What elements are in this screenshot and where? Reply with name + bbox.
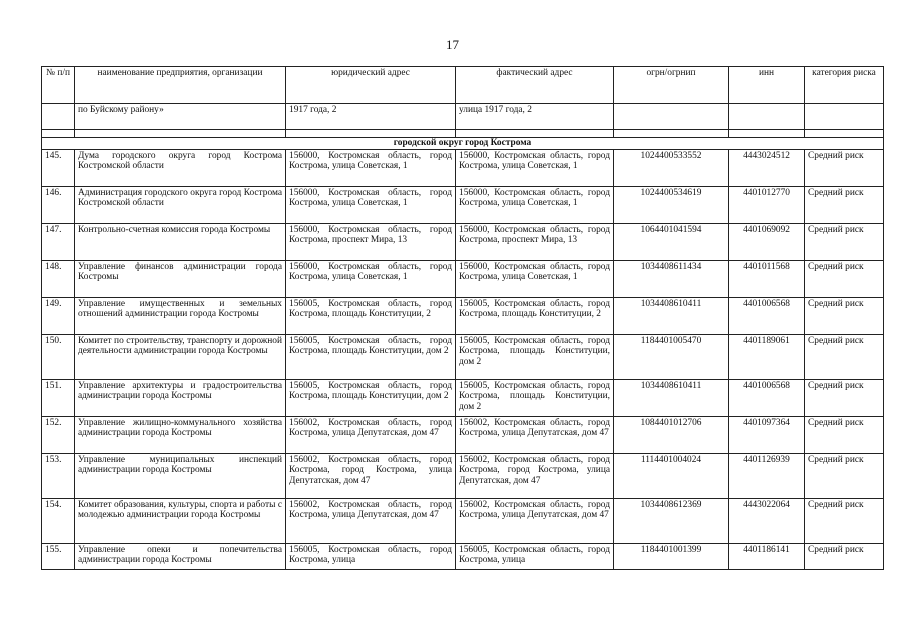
cell-legal-address: 156002, Костромская область, город Кострома, город Кострома, улица Депутатская, дом 47 — [286, 454, 456, 499]
cell-num: 150. — [42, 335, 75, 380]
table-row — [42, 335, 884, 380]
cell-ogrn: 1064401041594 — [614, 224, 729, 261]
cell-name: Комитет образования, культуры, спорта и работы с молодежью администрации города Костромы — [75, 499, 286, 544]
cell-name: по Буйскому району» — [75, 104, 286, 130]
table-row — [42, 298, 884, 335]
cell-legal-address: 156000, Костромская область, город Кострома, улица Советская, 1 — [286, 150, 456, 187]
cell-ogrn: 1184401001399 — [614, 544, 729, 570]
cell-ogrn: 1034408612369 — [614, 499, 729, 544]
cell-actual-address: 156005, Костромская область, город Кострома, площадь Конституции, дом 2 — [456, 335, 614, 380]
cell-inn: 4401006568 — [729, 380, 805, 417]
cell-risk: Средний риск — [805, 335, 884, 380]
table-row — [42, 499, 884, 544]
table-row — [42, 224, 884, 261]
cell-risk: Средний риск — [805, 150, 884, 187]
cell-legal-address: 156005, Костромская область, город Кострома, площадь Конституции, дом 2 — [286, 335, 456, 380]
cell-ogrn: 1084401012706 — [614, 417, 729, 454]
table-row — [42, 454, 884, 499]
table-row — [42, 261, 884, 298]
page-number: 17 — [446, 37, 459, 52]
cell-num: 146. — [42, 187, 75, 224]
cell-legal-address: 156000, Костромская область, город Кострома, улица Советская, 1 — [286, 261, 456, 298]
cell-inn: 4401012770 — [729, 187, 805, 224]
cell-inn: 4443024512 — [729, 150, 805, 187]
section-title: городской округ город Кострома — [42, 138, 884, 150]
continuation-row — [42, 104, 884, 130]
cell-risk: Средний риск — [805, 261, 884, 298]
header-num: № п/п — [42, 67, 75, 104]
header-legal-address: юридический адрес — [286, 67, 456, 104]
cell-num: 147. — [42, 224, 75, 261]
cell-actual-address: 156000, Костромская область, город Кострома, улица Советская, 1 — [456, 187, 614, 224]
cell-risk — [805, 104, 884, 130]
cell-actual-address: улица 1917 года, 2 — [456, 104, 614, 130]
cell-risk: Средний риск — [805, 380, 884, 417]
cell-risk: Средний риск — [805, 454, 884, 499]
cell-legal-address: 156002, Костромская область, город Кострома, улица Депутатская, дом 47 — [286, 417, 456, 454]
cell-num: 154. — [42, 499, 75, 544]
cell-actual-address: 156000, Костромская область, город Кострома, улица Советская, 1 — [456, 261, 614, 298]
cell-num: 148. — [42, 261, 75, 298]
cell-inn — [729, 104, 805, 130]
cell-legal-address: 156005, Костромская область, город Кострома, улица — [286, 544, 456, 570]
cell-inn: 4401006568 — [729, 298, 805, 335]
header-row — [42, 67, 884, 104]
cell-risk: Средний риск — [805, 544, 884, 570]
header-actual-address: фактический адрес — [456, 67, 614, 104]
cell-risk: Средний риск — [805, 417, 884, 454]
cell-actual-address: 156005, Костромская область, город Кострома, площадь Конституции, дом 2 — [456, 380, 614, 417]
cell-risk: Средний риск — [805, 224, 884, 261]
cell-inn: 4401189061 — [729, 335, 805, 380]
cell-ogrn: 1184401005470 — [614, 335, 729, 380]
header-inn: инн — [729, 67, 805, 104]
cell-name: Управление имущественных и земельных отношений администрации города Костромы — [75, 298, 286, 335]
cell-actual-address: 156002, Костромская область, город Кострома, город Кострома, улица Депутатская, дом 47 — [456, 454, 614, 499]
table-row — [42, 544, 884, 570]
cell-num: 155. — [42, 544, 75, 570]
header-ogrn: огрн/огрнип — [614, 67, 729, 104]
cell-num: 153. — [42, 454, 75, 499]
cell-risk: Средний риск — [805, 298, 884, 335]
section-row — [42, 138, 884, 150]
cell-ogrn: 1024400534619 — [614, 187, 729, 224]
cell-name: Управление финансов администрации города Костромы — [75, 261, 286, 298]
cell-num: 145. — [42, 150, 75, 187]
header-risk: категория риска — [805, 67, 884, 104]
cell-name: Управление жилищно-коммунального хозяйства администрации города Костромы — [75, 417, 286, 454]
cell-ogrn — [614, 104, 729, 130]
cell-inn: 4401069092 — [729, 224, 805, 261]
cell-ogrn: 1024400533552 — [614, 150, 729, 187]
cell-ogrn: 1034408610411 — [614, 298, 729, 335]
table-row — [42, 417, 884, 454]
cell-legal-address: 156005, Костромская область, город Кострома, площадь Конституции, дом 2 — [286, 380, 456, 417]
cell-actual-address: 156000, Костромская область, город Кострома, улица Советская, 1 — [456, 150, 614, 187]
cell-name: Управление архитектуры и градостроительства администрации города Костромы — [75, 380, 286, 417]
cell-inn: 4401126939 — [729, 454, 805, 499]
cell-ogrn: 1034408610411 — [614, 380, 729, 417]
cell-legal-address: 156000, Костромская область, город Кострома, улица Советская, 1 — [286, 187, 456, 224]
cell-actual-address: 156005, Костромская область, город Кострома, площадь Конституции, 2 — [456, 298, 614, 335]
table-row — [42, 150, 884, 187]
cell-ogrn: 1034408611434 — [614, 261, 729, 298]
cell-legal-address: 156002, Костромская область, город Кострома, улица Депутатская, дом 47 — [286, 499, 456, 544]
cell-num: 149. — [42, 298, 75, 335]
cell-name: Дума городского округа город Кострома Костромской области — [75, 150, 286, 187]
cell-legal-address: 156000, Костромская область, город Кострома, проспект Мира, 13 — [286, 224, 456, 261]
cell-name: Администрация городского округа город Кострома Костромской области — [75, 187, 286, 224]
cell-inn: 4401097364 — [729, 417, 805, 454]
cell-actual-address: 156000, Костромская область, город Кострома, проспект Мира, 13 — [456, 224, 614, 261]
table-row — [42, 380, 884, 417]
registry-table — [41, 66, 884, 570]
cell-inn: 4401011568 — [729, 261, 805, 298]
cell-num: 152. — [42, 417, 75, 454]
cell-legal-address: 156005, Костромская область, город Кострома, площадь Конституции, 2 — [286, 298, 456, 335]
table-row — [42, 187, 884, 224]
cell-actual-address: 156002, Костромская область, город Кострома, улица Депутатская, дом 47 — [456, 499, 614, 544]
cell-actual-address: 156002, Костромская область, город Кострома, улица Депутатская, дом 47 — [456, 417, 614, 454]
cell-risk: Средний риск — [805, 187, 884, 224]
cell-actual-address: 156005, Костромская область, город Кострома, улица — [456, 544, 614, 570]
cell-name: Управление опеки и попечительства администрации города Костромы — [75, 544, 286, 570]
cell-name: Комитет по строительству, транспорту и дорожной деятельности администрации города Костромы — [75, 335, 286, 380]
cell-name: Контрольно-счетная комиссия города Костромы — [75, 224, 286, 261]
cell-name: Управление муниципальных инспекций администрации города Костромы — [75, 454, 286, 499]
cell-inn: 4443022064 — [729, 499, 805, 544]
cell-num — [42, 104, 75, 130]
header-name: наименование предприятия, организации — [75, 67, 286, 104]
cell-risk: Средний риск — [805, 499, 884, 544]
cell-legal-address: 1917 года, 2 — [286, 104, 456, 130]
spacer-row — [42, 130, 884, 138]
cell-ogrn: 1114401004024 — [614, 454, 729, 499]
cell-inn: 4401186141 — [729, 544, 805, 570]
cell-num: 151. — [42, 380, 75, 417]
